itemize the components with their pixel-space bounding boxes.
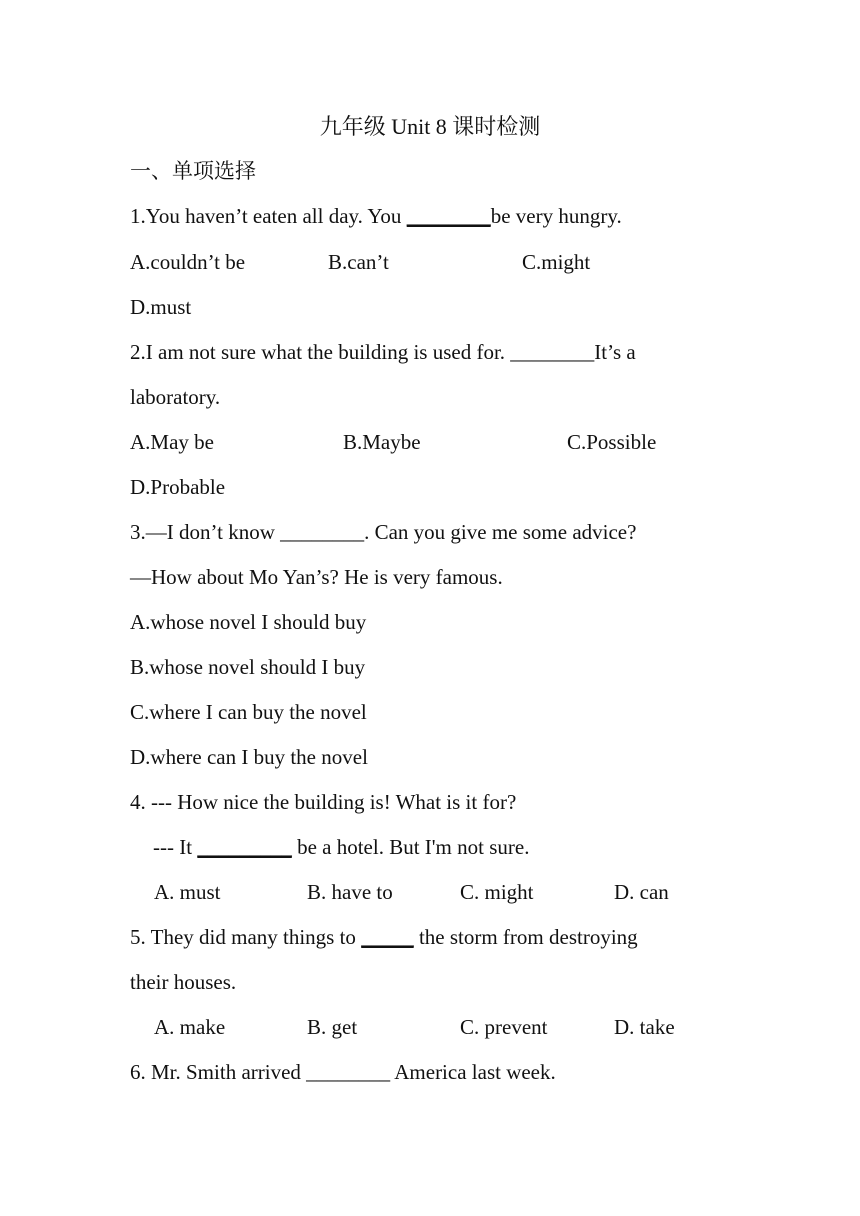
q4-option-a: A. must <box>154 880 221 904</box>
q4-option-c: C. might <box>460 880 534 904</box>
section-heading: 一、单项选择 <box>130 159 256 183</box>
question-1-blank: ________ <box>406 204 491 228</box>
question-5-text-end: the storm from destroying <box>413 925 638 949</box>
question-6 <box>130 1062 556 1083</box>
question-2-text-end: It’s a <box>594 340 636 364</box>
q3-option-c: C.where I can buy the novel <box>130 700 367 724</box>
question-3-reply: —How about Mo Yan’s? He is very famous. <box>130 565 503 589</box>
question-4: 4. --- How nice the building is! What is it for? <box>130 790 517 814</box>
q3-option-d: D.where can I buy the novel <box>130 745 368 769</box>
question-4-reply <box>153 837 529 858</box>
question-2-continued: laboratory. <box>130 385 221 409</box>
question-1 <box>130 206 622 227</box>
question-5-continued: their houses. <box>130 970 237 994</box>
q2-option-a: A.May be <box>130 430 214 454</box>
q5-option-d: D. take <box>614 1015 675 1039</box>
question-3-blank: ________ <box>280 520 365 544</box>
question-1-text: 1.You haven’t eaten all day. You <box>130 204 407 228</box>
question-5-blank: _____ <box>361 925 414 949</box>
question-5 <box>130 927 638 948</box>
question-6-text-end: America last week. <box>390 1060 556 1084</box>
question-6-text: 6. Mr. Smith arrived <box>130 1060 307 1084</box>
question-3-text-end: . Can you give me some advice? <box>364 520 637 544</box>
question-2-text: 2.I am not sure what the building is used for. <box>130 340 511 364</box>
question-2 <box>130 342 636 363</box>
q1-option-b: B.can’t <box>328 250 389 274</box>
question-6-blank: ________ <box>306 1060 391 1084</box>
page-title: 九年级 Unit 8 课时检测 <box>319 114 541 139</box>
q4-option-b: B. have to <box>307 880 393 904</box>
question-5-text: 5. They did many things to <box>130 925 362 949</box>
question-3 <box>130 522 636 543</box>
q2-option-b: B.Maybe <box>343 430 421 454</box>
question-1-text-end: be very hungry. <box>490 204 622 228</box>
q1-option-d: D.must <box>130 295 192 319</box>
question-3-text: 3.—I don’t know <box>130 520 281 544</box>
q5-option-a: A. make <box>154 1015 226 1039</box>
question-4-text: --- It <box>153 835 198 859</box>
q1-option-a: A.couldn’t be <box>130 250 246 274</box>
q5-option-b: B. get <box>307 1015 358 1039</box>
question-2-blank: ________ <box>510 340 595 364</box>
q2-option-d: D.Probable <box>130 475 226 499</box>
q1-option-c: C.might <box>522 250 591 274</box>
q2-option-c: C.Possible <box>567 430 657 454</box>
question-4-blank: _________ <box>197 835 292 859</box>
q4-option-d: D. can <box>614 880 669 904</box>
q5-option-c: C. prevent <box>460 1015 548 1039</box>
question-4-text-end: be a hotel. But I'm not sure. <box>291 835 530 859</box>
q3-option-a: A.whose novel I should buy <box>130 610 367 634</box>
q3-option-b: B.whose novel should I buy <box>130 655 366 679</box>
